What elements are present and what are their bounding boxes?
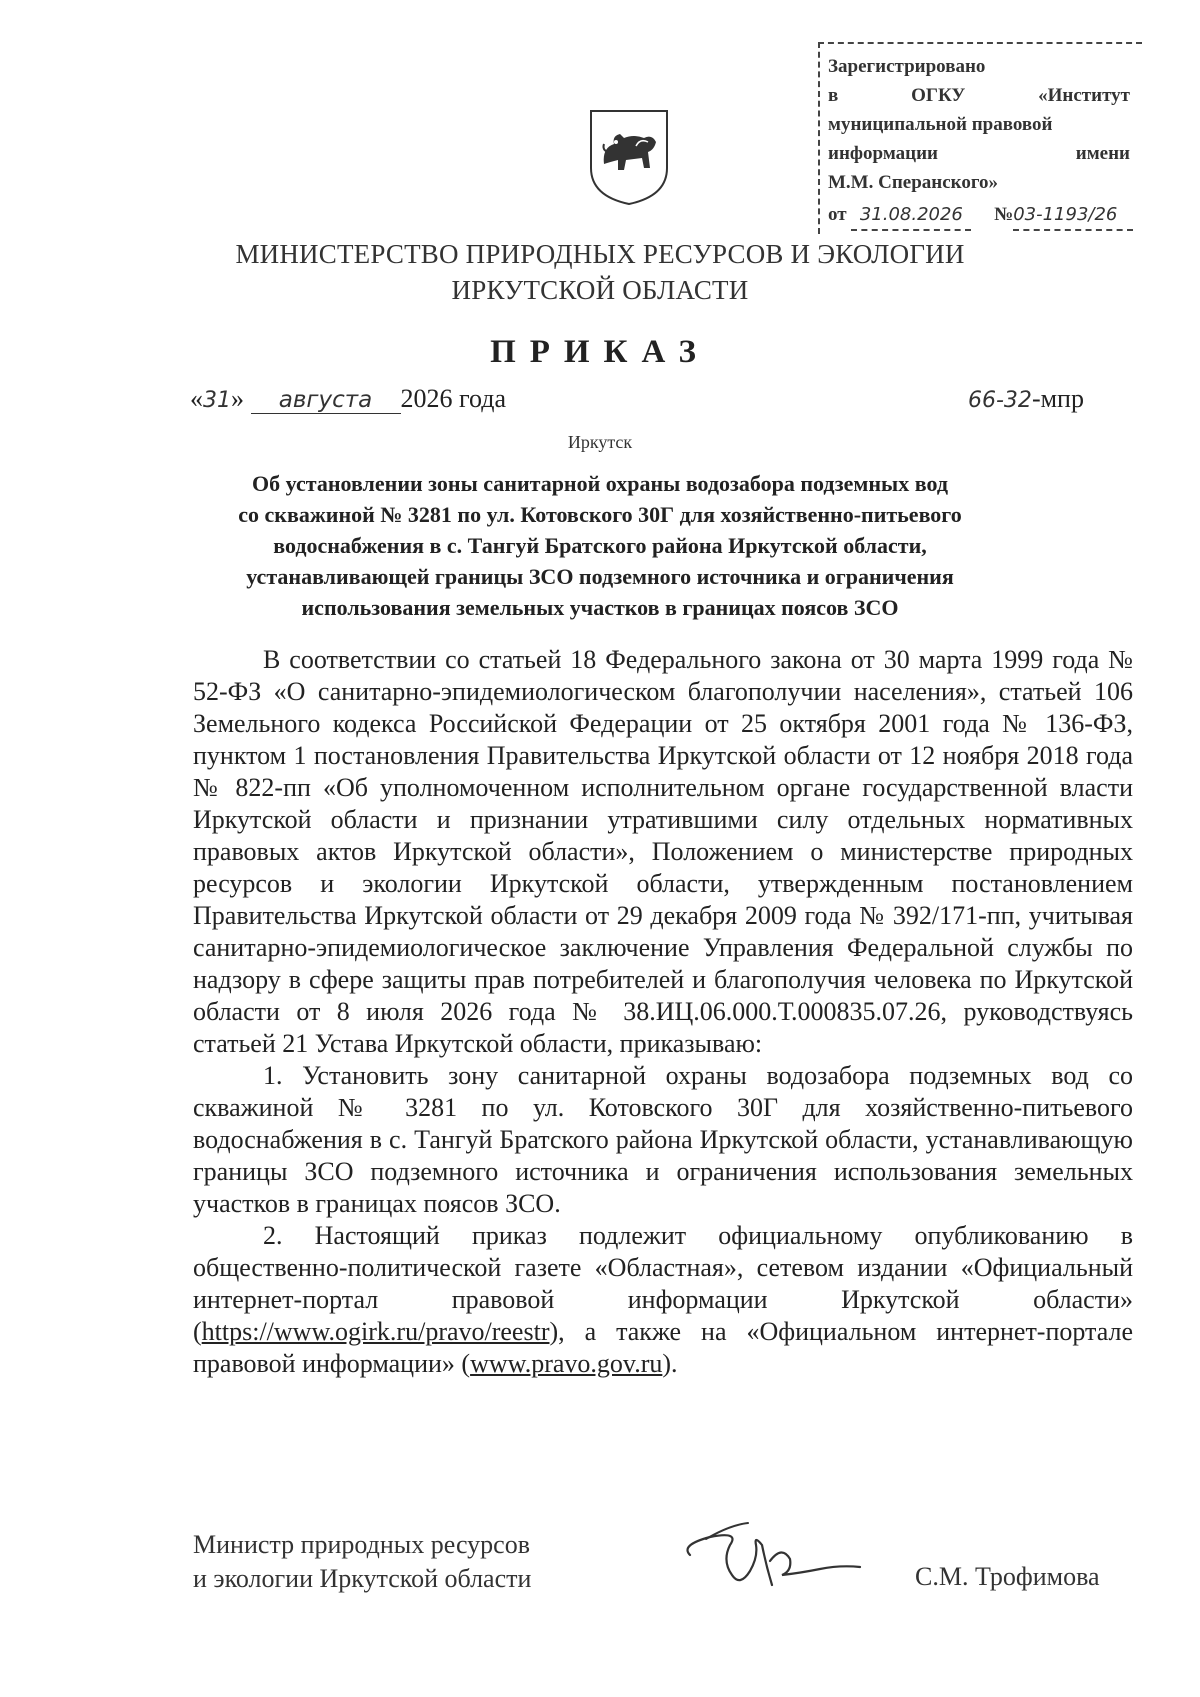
clause-2-paragraph: 2. Настоящий приказ подлежит официальному опубликованию в общественно-политической газете «Областная», сетевом издании «Официальный интернет-портал правовой информации Иркутской области» (https://www.ogirk.ru/pravo/reestr), а также на «Официальном интернет-портале правовой информации» (www.pravo.gov.ru). xyxy=(193,1221,1133,1378)
order-body xyxy=(193,644,1133,1380)
signatory-name: С.М. Трофимова xyxy=(915,1562,1100,1591)
order-day: 31 xyxy=(203,388,231,413)
order-month: августа xyxy=(251,387,401,414)
stamp-line-2: в ОГКУ «Институт xyxy=(828,85,1130,106)
order-number-handwritten: 66-32 xyxy=(968,388,1032,413)
document-type-heading: ПРИКАЗ xyxy=(490,334,710,370)
ministry-name-line-1: МИНИСТЕРСТВО ПРИРОДНЫХ РЕСУРСОВ И ЭКОЛОГИИ xyxy=(235,239,965,269)
stamp-line-4: информации имени xyxy=(828,143,1130,164)
order-title: Об установлении зоны санитарной охраны водозабора подземных вод со скважиной № 3281 по ул. Котовского 30Г для хозяйственно-питьевого водоснабжения в с. Тангуй Братского района Иркутской области, устанавливающей границы ЗСО подземного источника и ограничения использования земельных участков в границах поясов ЗСО xyxy=(238,471,962,620)
city-name: Иркутск xyxy=(567,432,633,452)
handwritten-signature xyxy=(670,1515,870,1605)
order-year: 2026 года xyxy=(400,384,507,413)
stamp-date: 31.08.2026 xyxy=(851,200,971,231)
stamp-registration-line: от 31.08.2026 №03-1193/26 xyxy=(828,200,1133,231)
stamp-line-3: муниципальной правовой xyxy=(828,114,1053,135)
order-date: «31» августа 2026 года xyxy=(190,384,507,413)
ministry-name-line-2: ИРКУТСКОЙ ОБЛАСТИ xyxy=(451,275,749,305)
pravo-gov-link[interactable]: www.pravo.gov.ru xyxy=(470,1349,663,1378)
stamp-line-5: М.М. Сперанского» xyxy=(828,172,999,193)
clause-1-paragraph: 1. Установить зону санитарной охраны водозабора подземных вод со скважиной № 3281 по ул. Котовского 30Г для хозяйственно-питьевого водоснабжения в с. Тангуй Братского района Иркутской области, устанавливающую границы ЗСО подземного источника и ограничения использования земельных участков в границах поясов ЗСО. xyxy=(193,1061,1133,1218)
order-number: 66-32-мпр xyxy=(968,384,1084,413)
ogirk-link[interactable]: https://www.ogirk.ru/pravo/reestr xyxy=(201,1317,550,1346)
signatory-title: Министр природных ресурсов и экологии Иркутской области xyxy=(193,1530,532,1593)
stamp-line-1: Зарегистрировано xyxy=(828,56,986,77)
preamble-paragraph: В соответствии со статьей 18 Федерального закона от 30 марта 1999 года № 52-ФЗ «О санитарно-эпидемиологическом благополучии населения», статьей 106 Земельного кодекса Российской Федерации от 25 октября 2001 года № 136-ФЗ, пунктом 1 постановления Правительства Иркутской области от 12 ноября 2018 года № 822-пп «Об уполномоченном исполнительном органе государственной власти Иркутской области и признании утратившими силу отдельных нормативных правовых актов Иркутской области», Положением о министерстве природных ресурсов и экологии Иркутской области, утвержденным постановлением Правительства Иркутской области от 29 декабря 2009 года № 392/171-пп, учитывая санитарно-эпидемиологическое заключение Управления Федеральной службы по надзору в сфере защиты прав потребителей и благополучия человека по Иркутской области от 8 июля 2026 года № 38.ИЦ.06.000.Т.000835.07.26, руководствуясь статьей 21 Устава Иркутской области, приказываю: xyxy=(193,645,1133,1058)
coat-of-arms-icon xyxy=(588,108,670,206)
stamp-number: 03-1193/26 xyxy=(1013,200,1133,231)
registration-stamp xyxy=(818,42,1142,234)
